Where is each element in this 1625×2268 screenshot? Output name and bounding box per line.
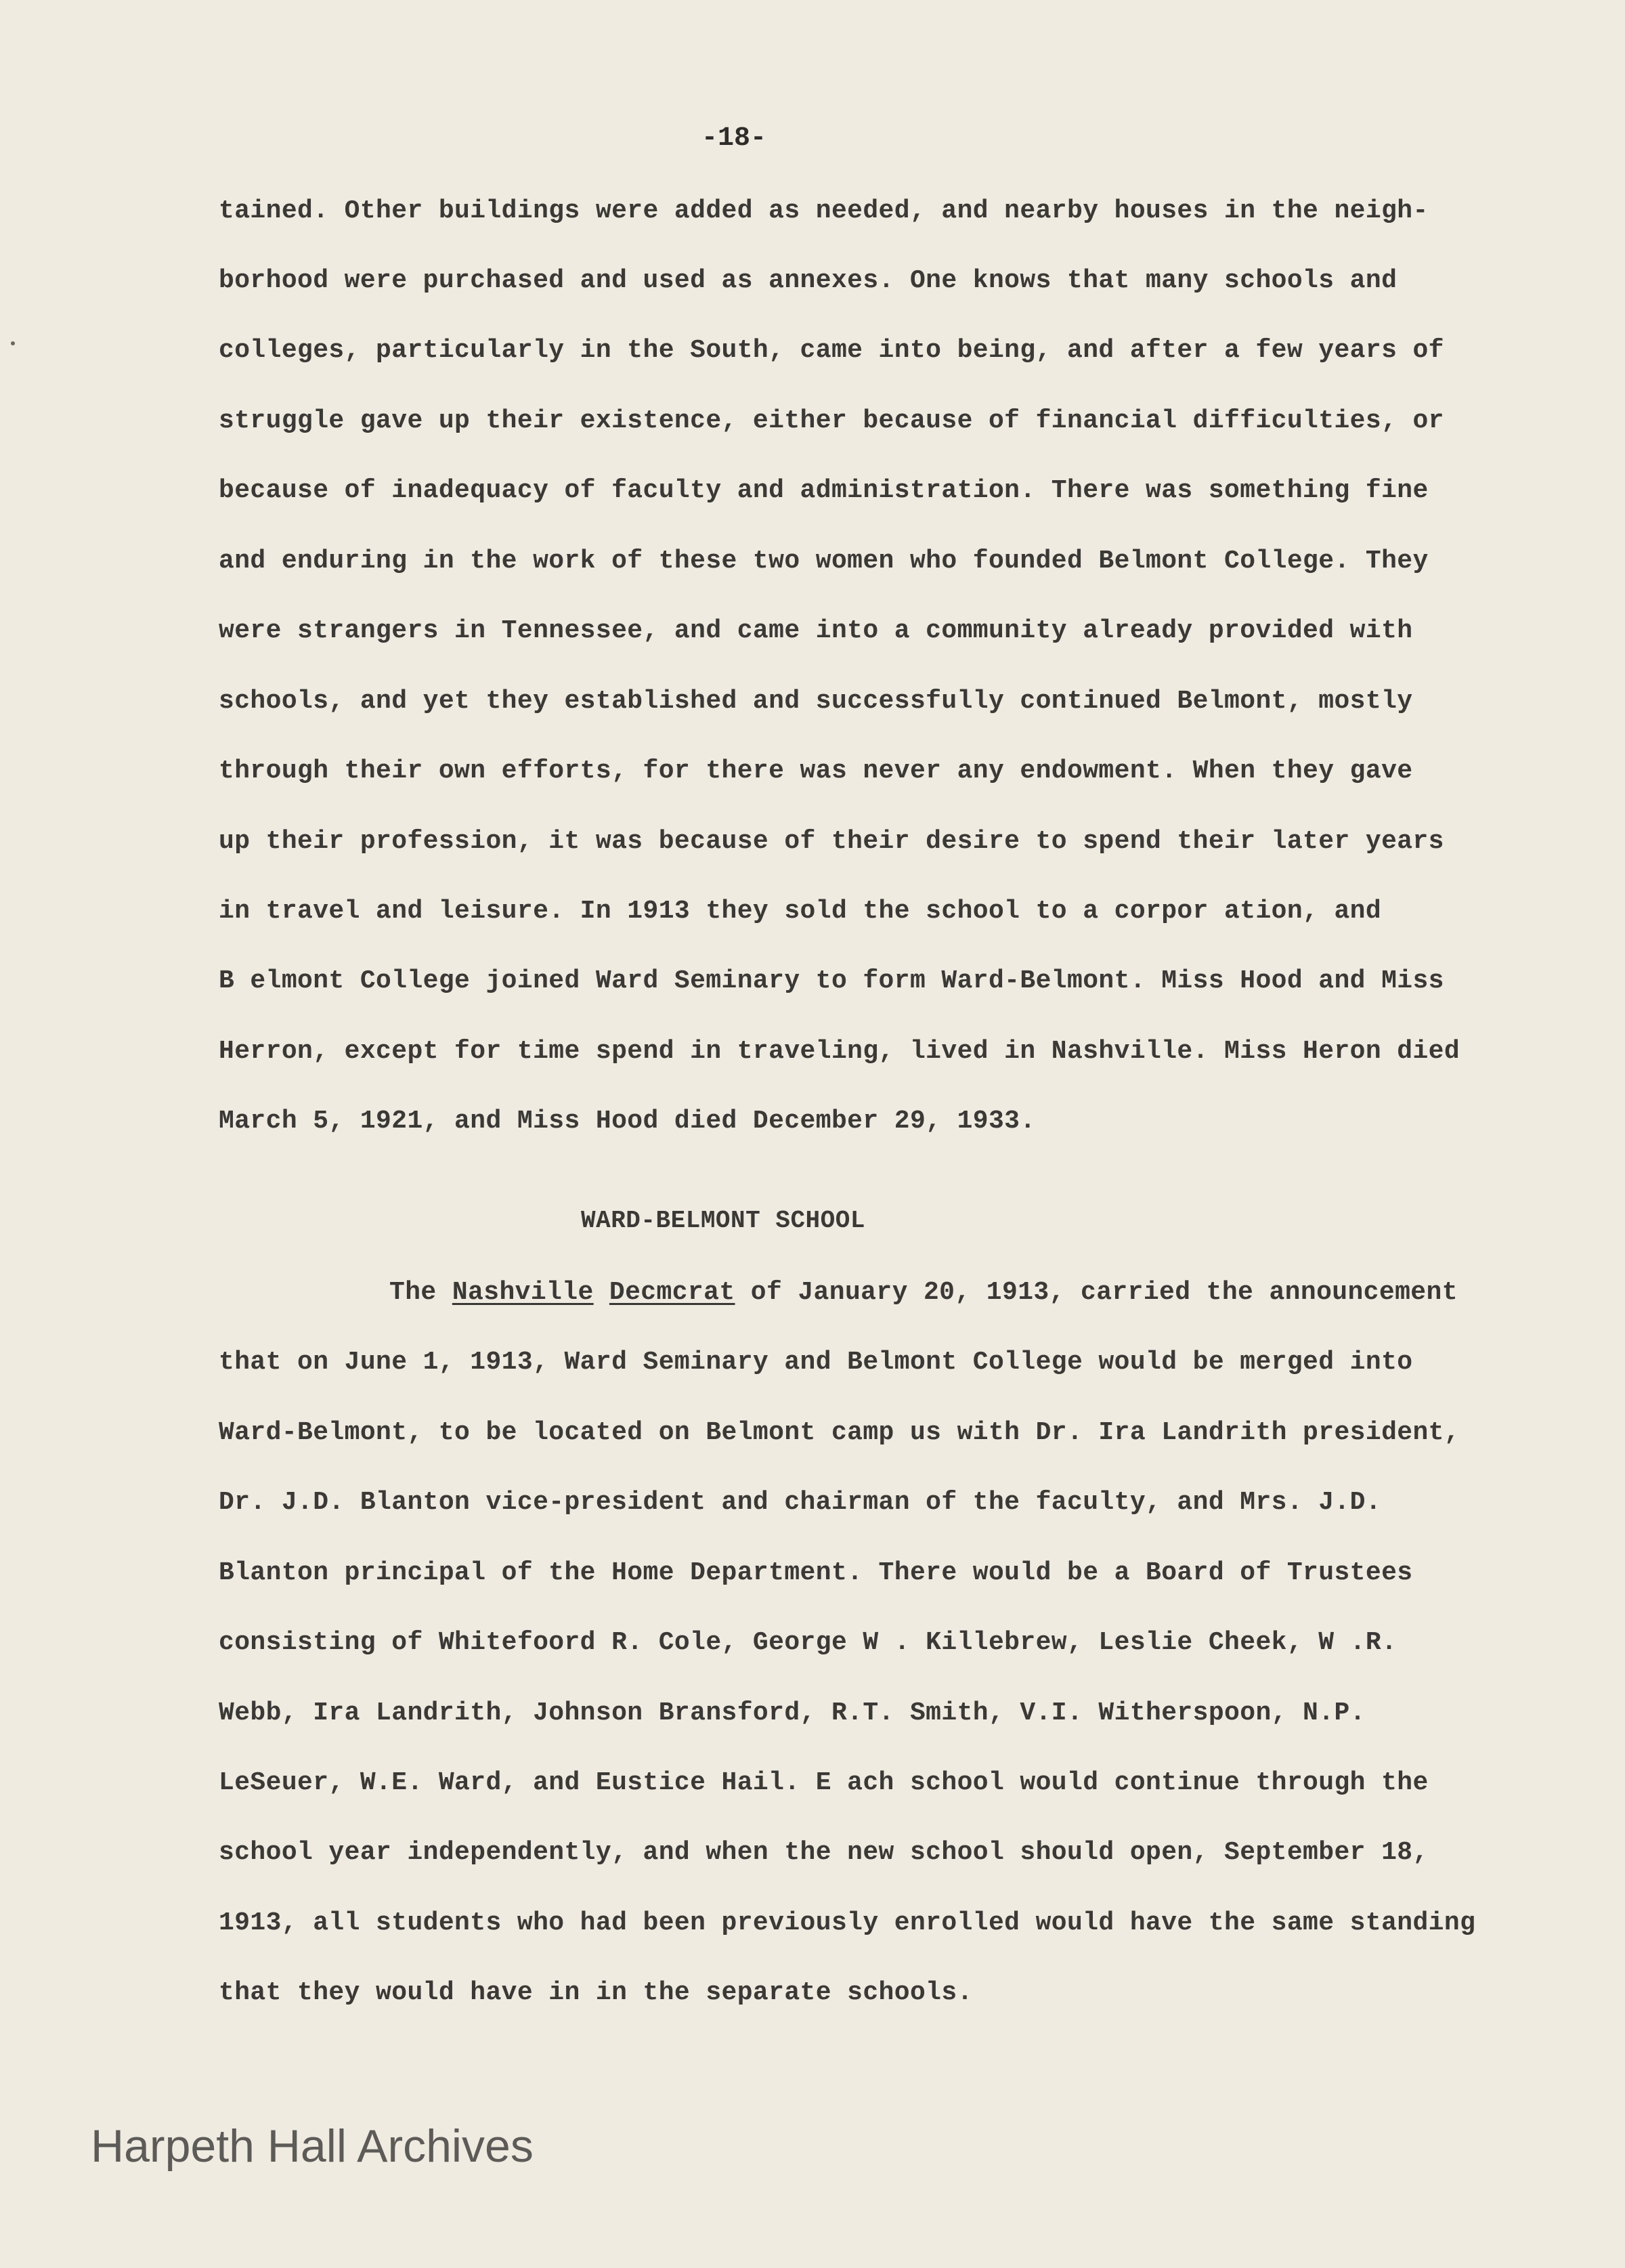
paragraph-line: March 5, 1921, and Miss Hood died December 29, 1933.: [219, 1107, 1036, 1136]
paragraph-line: that they would have in in the separate schools.: [219, 1978, 973, 2007]
paragraph-line: Webb, Ira Landrith, Johnson Bransford, R.T. Smith, V.I. Witherspoon, N.P.: [219, 1698, 1366, 1728]
paragraph-first-line: [389, 1277, 1458, 1309]
paragraph-line: Herron, except for time spend in traveling, lived in Nashville. Miss Heron died: [219, 1037, 1460, 1066]
paragraph-line: B elmont College joined Ward Seminary to form Ward-Belmont. Miss Hood and Miss: [219, 966, 1444, 996]
paragraph-line: through their own efforts, for there was never any endowment. When they gave: [219, 756, 1413, 786]
paragraph-line: Blanton principal of the Home Department. There would be a Board of Trustees: [219, 1558, 1413, 1587]
paragraph-line: were strangers in Tennessee, and came into a community already provided with: [219, 616, 1413, 645]
paragraph-line: struggle gave up their existence, either because of financial difficulties, or: [219, 406, 1444, 435]
paragraph-line: consisting of Whitefoord R. Cole, George W . Killebrew, Leslie Cheek, W .R.: [219, 1628, 1398, 1657]
paragraph-line: tained. Other buildings were added as needed, and nearby houses in the neigh-: [219, 196, 1429, 226]
paragraph-line: colleges, particularly in the South, came into being, and after a few years of: [219, 336, 1444, 365]
margin-speck: [11, 341, 15, 345]
paragraph-line: Ward-Belmont, to be located on Belmont camp us with Dr. Ira Landrith president,: [219, 1418, 1460, 1447]
paragraph-line: that on June 1, 1913, Ward Seminary and Belmont College would be merged into: [219, 1348, 1413, 1377]
paragraph-line: borhood were purchased and used as annexes. One knows that many schools and: [219, 266, 1398, 295]
paragraph-line: LeSeuer, W.E. Ward, and Eustice Hail. E ach school would continue through the: [219, 1768, 1429, 1797]
paragraph-line: up their profession, it was because of their desire to spend their later years: [219, 827, 1444, 856]
paragraph-line: schools, and yet they established and successfully continued Belmont, mostly: [219, 687, 1413, 716]
paragraph-line: in travel and leisure. In 1913 they sold the school to a corpor ation, and: [219, 897, 1382, 926]
paragraph-line: 1913, all students who had been previously enrolled would have the same standing: [219, 1908, 1476, 1938]
paragraph-line: and enduring in the work of these two women who founded Belmont College. They: [219, 547, 1429, 576]
word-space: [594, 1278, 609, 1307]
paragraph-line: because of inadequacy of faculty and administration. There was something fine: [219, 476, 1429, 505]
line-rest: of January 20, 1913, carried the announcement: [735, 1278, 1458, 1307]
archive-watermark: Harpeth Hall Archives: [91, 2120, 534, 2172]
paragraph-line: school year independently, and when the new school should open, September 18,: [219, 1838, 1429, 1867]
line-lead: The: [389, 1278, 452, 1307]
newspaper-title-part: Nashville: [452, 1278, 594, 1307]
newspaper-title-part: Decmcrat: [609, 1278, 735, 1307]
page-number: -18-: [701, 123, 767, 154]
section-heading: WARD-BELMONT SCHOOL: [581, 1207, 865, 1235]
paragraph-line: Dr. J.D. Blanton vice-president and chairman of the faculty, and Mrs. J.D.: [219, 1488, 1382, 1517]
